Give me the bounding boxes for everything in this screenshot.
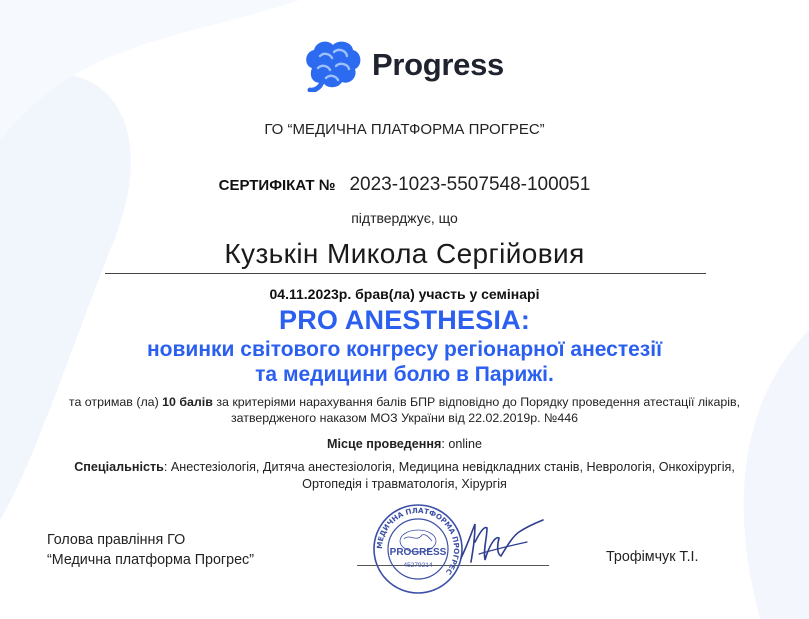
certificate-number: 2023-1023-5507548-100051 xyxy=(349,174,591,195)
progress-logo xyxy=(302,38,504,92)
confirms-text: підтверджує, що xyxy=(351,210,458,226)
signatory-title xyxy=(47,530,254,570)
signatory-title-line2: “Медична платформа Прогрес” xyxy=(47,552,254,568)
points-statement xyxy=(40,394,769,426)
seminar-subtitle-1: новинки світового конгресу регіонарної анестезії xyxy=(147,338,662,361)
certificate-label: СЕРТИФІКАТ № xyxy=(218,177,336,194)
stamp-ring-text: МЕДИЧНА ПЛАТФОРМА ПРОГРЕС xyxy=(374,505,462,577)
organization-stamp xyxy=(372,503,464,595)
brain-icon xyxy=(302,38,364,92)
specialty-value: : Анестезіологія, Дитяча анестезіологія, Медицина невідкладних станів, Неврологія, Онкохірургія, Ортопедія і травматологія, Хірургія xyxy=(163,460,735,491)
recipient-name: Кузькін Микола Сергійовия xyxy=(224,238,585,269)
handwritten-signature xyxy=(457,516,547,568)
specialty xyxy=(70,459,739,493)
points-suffix: за критеріями нарахування балів БПР відповідно до Порядку проведення атестації лікарів, затвердженого наказом МОЗ України від 22.02.2019р. №446 xyxy=(216,395,741,425)
points-prefix: та отримав (ла) xyxy=(68,395,159,409)
seminar-subtitle-2: та медицини болю в Парижі. xyxy=(255,363,554,386)
specialty-label: Спеціальність xyxy=(74,460,164,474)
venue-label: Місце проведення xyxy=(327,437,442,451)
seminar-title: PRO ANESTHESIA: xyxy=(278,305,531,335)
signatory-title-line1: Голова правління ГО xyxy=(47,532,186,548)
participation-date: 04.11.2023р. брав(ла) участь у семінарі xyxy=(269,286,540,302)
certificate-line xyxy=(0,174,809,196)
venue xyxy=(0,437,809,451)
stamp-center-text: PROGRESS xyxy=(389,547,447,558)
name-underline xyxy=(105,273,706,274)
venue-value: : online xyxy=(441,437,482,451)
logo-text: Progress xyxy=(372,47,504,82)
signatory-name: Трофімчук Т.І. xyxy=(606,549,699,565)
stamp-code: 45279214 xyxy=(403,562,433,569)
points-value: 10 балів xyxy=(162,395,213,409)
organization-name: ГО “МЕДИЧНА ПЛАТФОРМА ПРОГРЕС” xyxy=(264,121,545,138)
